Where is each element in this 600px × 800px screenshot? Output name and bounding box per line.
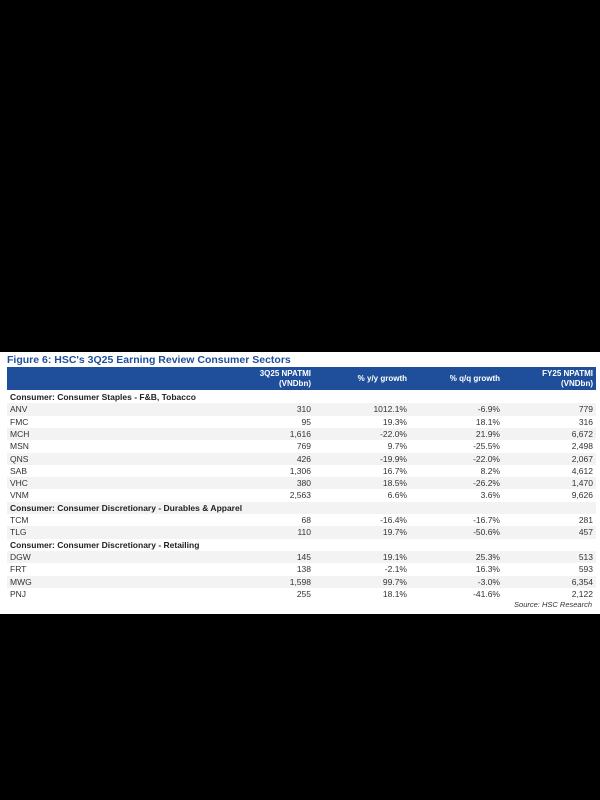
npatmi-fy25: 2,498	[571, 441, 593, 452]
table-row	[7, 465, 596, 477]
qoq-growth: 18.1%	[475, 416, 500, 427]
yoy-growth: 6.6%	[387, 490, 407, 501]
npatmi-3q25: 769	[296, 441, 311, 452]
yoy-growth: -19.9%	[380, 453, 407, 464]
qoq-growth: 8.2%	[480, 465, 500, 476]
yoy-growth: 19.1%	[382, 551, 407, 562]
npatmi-fy25: 513	[578, 551, 593, 562]
npatmi-fy25: 316	[578, 416, 593, 427]
npatmi-fy25: 779	[578, 404, 593, 415]
ticker: VHC	[10, 478, 28, 489]
table-row	[7, 526, 596, 538]
ticker: ANV	[10, 404, 28, 415]
yoy-growth: -2.1%	[384, 564, 407, 575]
figure-panel	[0, 352, 600, 614]
header-yoy: % y/y growth	[357, 374, 407, 383]
yoy-growth: 99.7%	[382, 576, 407, 587]
npatmi-fy25: 4,612	[571, 465, 593, 476]
table-row	[7, 489, 596, 501]
section-label: Consumer: Consumer Discretionary - Durables & Apparel	[10, 502, 243, 513]
npatmi-3q25: 138	[296, 564, 311, 575]
npatmi-3q25: 1,306	[289, 465, 311, 476]
npatmi-3q25: 68	[301, 515, 311, 525]
header-qoq: % q/q growth	[449, 374, 500, 383]
table-row	[7, 416, 596, 428]
section-label: Consumer: Consumer Discretionary - Retailing	[10, 539, 200, 550]
ticker: SAB	[10, 465, 28, 476]
qoq-growth: -6.9%	[477, 404, 500, 415]
yoy-growth: 19.3%	[382, 416, 407, 427]
npatmi-fy25: 9,626	[571, 490, 593, 501]
source-note: Source: HSC Research	[514, 600, 592, 609]
qoq-growth: -26.2%	[473, 478, 500, 489]
figure-title: Figure 6: HSC's 3Q25 Earning Review Consumer Sectors	[7, 354, 291, 366]
table-row	[7, 514, 596, 526]
qoq-growth: -25.5%	[473, 441, 500, 452]
ticker: VNM	[10, 490, 29, 501]
table-row	[7, 477, 596, 489]
header-fy25-npatmi: FY25 NPATMI (VNDbn)	[542, 369, 593, 388]
table-row	[7, 403, 596, 415]
section-label: Consumer: Consumer Staples - F&B, Tobacco	[10, 392, 196, 402]
yoy-growth: 1012.1%	[373, 404, 407, 415]
yoy-growth: -16.4%	[380, 515, 407, 525]
yoy-growth: 9.7%	[387, 441, 407, 452]
qoq-growth: 21.9%	[475, 428, 500, 439]
ticker: QNS	[10, 453, 29, 464]
qoq-growth: -16.7%	[473, 515, 500, 525]
qoq-growth: -3.0%	[477, 576, 500, 587]
npatmi-3q25: 255	[296, 588, 311, 599]
npatmi-fy25: 593	[578, 564, 593, 575]
table-row	[7, 576, 596, 588]
npatmi-fy25: 457	[578, 527, 593, 538]
npatmi-fy25: 2,067	[571, 453, 593, 464]
ticker: FMC	[10, 416, 29, 427]
table-row	[7, 453, 596, 465]
qoq-growth: -22.0%	[473, 453, 500, 464]
section-row	[7, 502, 596, 514]
npatmi-3q25: 1,598	[289, 576, 311, 587]
qoq-growth: 16.3%	[475, 564, 500, 575]
npatmi-3q25: 1,616	[289, 428, 311, 439]
npatmi-3q25: 310	[296, 404, 311, 415]
ticker: MCH	[10, 428, 30, 439]
ticker: MSN	[10, 441, 29, 452]
npatmi-fy25: 2,122	[571, 588, 593, 599]
npatmi-3q25: 426	[296, 453, 311, 464]
yoy-growth: -22.0%	[380, 428, 407, 439]
yoy-growth: 18.1%	[382, 588, 407, 599]
qoq-growth: 3.6%	[480, 490, 500, 501]
yoy-growth: 18.5%	[382, 478, 407, 489]
section-row	[7, 539, 596, 551]
npatmi-3q25: 380	[296, 478, 311, 489]
npatmi-fy25: 6,354	[571, 576, 593, 587]
yoy-growth: 16.7%	[382, 465, 407, 476]
yoy-growth: 19.7%	[382, 527, 407, 538]
npatmi-fy25: 281	[578, 515, 593, 525]
npatmi-fy25: 6,672	[571, 428, 593, 439]
table-row	[7, 551, 596, 563]
table-row	[7, 563, 596, 575]
npatmi-fy25: 1,470	[571, 478, 593, 489]
ticker: PNJ	[10, 588, 27, 599]
qoq-growth: 25.3%	[475, 551, 500, 562]
qoq-growth: -50.6%	[473, 527, 500, 538]
ticker: MWG	[10, 576, 32, 587]
qoq-growth: -41.6%	[473, 588, 500, 599]
npatmi-3q25: 95	[301, 416, 311, 427]
npatmi-3q25: 110	[297, 527, 311, 538]
table-header	[7, 367, 596, 390]
table-row	[7, 428, 596, 440]
npatmi-3q25: 145	[296, 551, 311, 562]
header-3q25-npatmi: 3Q25 NPATMI (VNDbn)	[259, 369, 311, 388]
table-row	[7, 440, 596, 452]
ticker: TLG	[10, 527, 27, 538]
section-row	[7, 391, 596, 403]
ticker: DGW	[10, 551, 31, 562]
ticker: TCM	[10, 515, 29, 525]
ticker: FRT	[10, 564, 27, 575]
npatmi-3q25: 2,563	[289, 490, 311, 501]
table-row	[7, 588, 596, 600]
